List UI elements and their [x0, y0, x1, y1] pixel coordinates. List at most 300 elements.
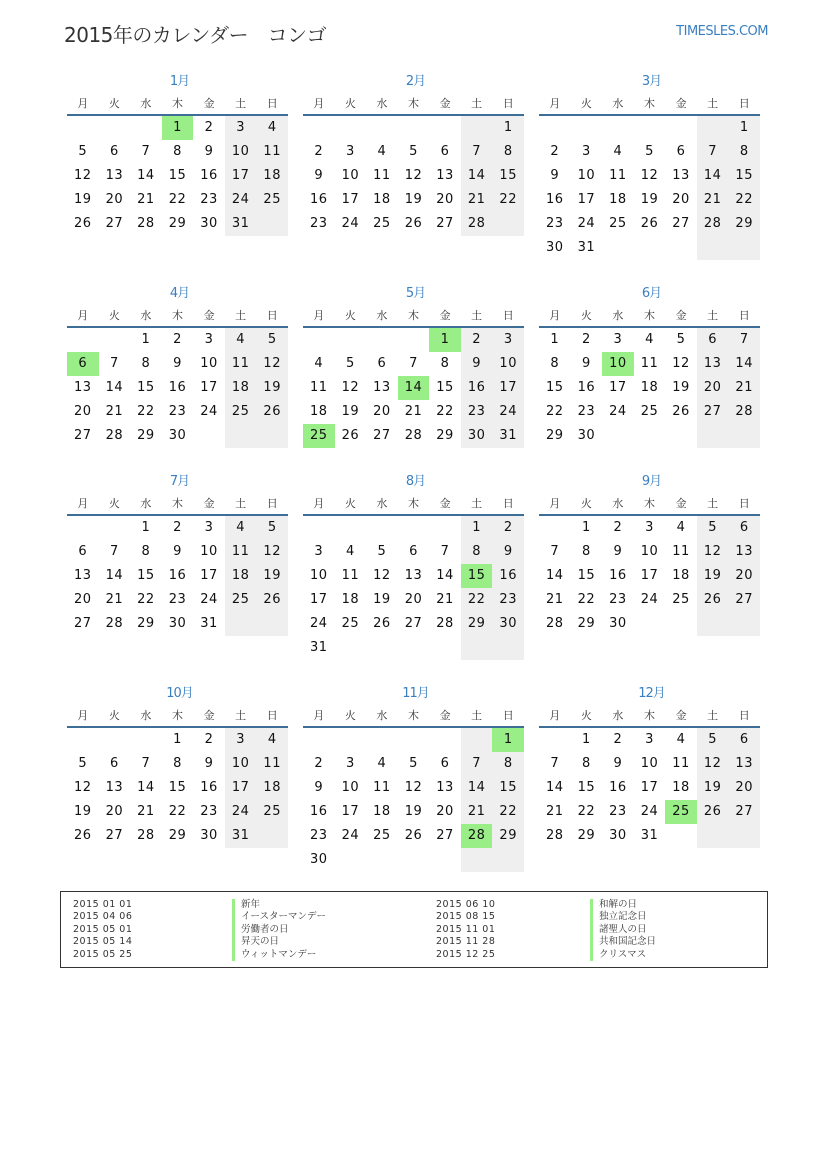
legend-date: 2015 11 01 — [436, 923, 496, 935]
day-cell: 28 — [436, 616, 454, 631]
day-cell: 21 — [461, 800, 493, 824]
day-cell: 10 — [341, 168, 360, 183]
day-cell: 3 — [645, 732, 654, 747]
day-cell: 3 — [645, 520, 654, 535]
page-title: 2015年のカレンダー コンゴ — [64, 23, 327, 47]
day-cell: 20 — [728, 776, 760, 800]
legend-holiday-name: 昇天の日 — [232, 936, 326, 948]
day-cell: 19 — [404, 804, 423, 819]
weekday-header — [539, 304, 760, 328]
day-grid — [539, 328, 760, 448]
day-cell: 21 — [137, 804, 155, 819]
day-cell: 30 — [310, 852, 328, 867]
day-cell: 10 — [492, 352, 524, 376]
day-cell: 14 — [137, 780, 155, 795]
day-cell: 28 — [461, 212, 493, 236]
day-cell: 2 — [581, 332, 591, 347]
weekday-label: 土 — [235, 497, 247, 510]
day-cell: 2 — [550, 144, 560, 159]
weekday-label: 木 — [407, 709, 419, 722]
day-cell: 19 — [74, 804, 92, 819]
day-cell: 6 — [377, 356, 387, 371]
day-cell: 5 — [256, 328, 288, 352]
day-cell: 17 — [200, 380, 218, 395]
empty-cell — [398, 328, 430, 352]
day-cell: 24 — [577, 216, 596, 231]
day-cell: 18 — [373, 804, 391, 819]
day-cell: 4 — [377, 144, 387, 159]
day-cell: 11 — [672, 756, 690, 771]
holiday-day-cell: 1 — [429, 328, 461, 352]
day-cell: 18 — [310, 404, 328, 419]
weekday-label: 水 — [140, 309, 152, 322]
month-name: 9月 — [641, 474, 662, 489]
day-cell: 7 — [109, 544, 119, 559]
empty-cell — [225, 612, 257, 636]
day-cell: 25 — [672, 592, 690, 607]
day-cell: 9 — [173, 356, 182, 371]
day-cell: 4 — [256, 728, 288, 752]
day-cell: 13 — [436, 168, 454, 183]
holiday-day-cell: 1 — [492, 728, 524, 752]
day-cell: 10 — [341, 780, 360, 795]
weekday-label: 金 — [439, 97, 451, 110]
empty-cell — [67, 516, 99, 540]
day-cell: 1 — [141, 332, 151, 347]
day-cell: 18 — [373, 192, 391, 207]
day-cell: 14 — [546, 568, 564, 583]
day-cell: 3 — [225, 116, 257, 140]
day-cell: 16 — [168, 568, 187, 583]
empty-cell — [366, 328, 398, 352]
day-cell: 22 — [436, 404, 454, 419]
day-cell: 7 — [109, 356, 119, 371]
day-cell: 17 — [200, 568, 218, 583]
empty-cell — [728, 424, 760, 448]
weekday-label: 木 — [643, 709, 655, 722]
month-name: 1月 — [169, 74, 190, 89]
day-cell: 5 — [345, 356, 355, 371]
holiday-day-cell: 10 — [602, 352, 634, 376]
day-cell: 25 — [373, 828, 391, 843]
day-cell: 3 — [204, 332, 214, 347]
day-cell: 11 — [373, 168, 391, 183]
day-cell: 27 — [728, 588, 760, 612]
weekday-label: 土 — [707, 497, 719, 510]
holiday-day-cell: 1 — [162, 116, 194, 140]
day-cell: 28 — [697, 212, 729, 236]
day-cell: 6 — [109, 144, 119, 159]
empty-cell — [67, 728, 99, 752]
weekday-label: 日 — [502, 709, 514, 722]
day-cell: 19 — [697, 564, 729, 588]
day-cell: 24 — [640, 592, 659, 607]
day-cell: 9 — [314, 168, 324, 183]
weekday-header — [303, 304, 524, 328]
day-cell: 16 — [200, 168, 218, 183]
legend-date: 2015 06 10 — [436, 899, 496, 910]
empty-cell — [335, 848, 367, 872]
month-name: 2月 — [405, 74, 426, 89]
day-cell: 19 — [672, 380, 690, 395]
month-name: 10月 — [166, 686, 193, 701]
holiday-day-cell: 6 — [67, 352, 99, 376]
day-cell: 24 — [200, 404, 218, 419]
weekday-label: 土 — [707, 709, 719, 722]
day-cell: 22 — [168, 804, 187, 819]
day-cell: 19 — [74, 192, 92, 207]
empty-cell — [398, 116, 430, 140]
weekday-label: 日 — [502, 309, 514, 322]
weekday-label: 火 — [108, 709, 120, 722]
day-cell: 6 — [676, 144, 686, 159]
day-cell: 24 — [341, 828, 360, 843]
weekday-label: 水 — [376, 497, 388, 510]
day-cell: 8 — [581, 544, 591, 559]
day-cell: 29 — [436, 428, 454, 443]
weekday-label: 木 — [643, 497, 655, 510]
weekday-label: 土 — [471, 497, 483, 510]
weekday-label: 金 — [439, 309, 451, 322]
day-cell: 23 — [546, 216, 564, 231]
weekday-header — [539, 92, 760, 116]
day-cell: 19 — [256, 376, 288, 400]
empty-cell — [665, 824, 697, 848]
day-cell: 30 — [200, 216, 218, 231]
empty-cell — [492, 636, 524, 660]
day-cell: 4 — [676, 520, 686, 535]
legend-names-left — [232, 899, 326, 961]
day-grid — [303, 116, 524, 236]
day-cell: 23 — [310, 216, 328, 231]
day-cell: 29 — [137, 428, 155, 443]
day-cell: 26 — [404, 828, 423, 843]
day-cell: 11 — [373, 780, 391, 795]
day-cell: 26 — [74, 216, 92, 231]
weekday-label: 水 — [140, 709, 152, 722]
day-cell: 15 — [546, 380, 564, 395]
day-cell: 23 — [168, 592, 187, 607]
day-cell: 1 — [581, 732, 591, 747]
day-cell: 12 — [256, 540, 288, 564]
weekday-label: 月 — [313, 97, 325, 110]
day-cell: 12 — [74, 168, 92, 183]
day-cell: 7 — [141, 144, 151, 159]
empty-cell — [256, 824, 288, 848]
legend-date: 2015 11 28 — [436, 936, 496, 948]
day-cell: 18 — [225, 564, 257, 588]
holiday-day-cell: 28 — [461, 824, 493, 848]
weekday-label: 土 — [707, 309, 719, 322]
day-cell: 14 — [546, 780, 564, 795]
day-cell: 31 — [310, 640, 328, 655]
day-cell: 13 — [74, 380, 92, 395]
holiday-legend — [60, 891, 768, 968]
day-cell: 14 — [137, 168, 155, 183]
day-cell: 16 — [609, 780, 627, 795]
day-cell: 25 — [341, 616, 360, 631]
day-cell: 31 — [200, 616, 218, 631]
day-grid — [67, 516, 288, 636]
day-cell: 21 — [697, 188, 729, 212]
day-cell: 8 — [492, 752, 524, 776]
empty-cell — [634, 612, 666, 636]
day-cell: 6 — [697, 328, 729, 352]
day-cell: 25 — [609, 216, 627, 231]
weekday-header — [67, 304, 288, 328]
weekday-header — [539, 704, 760, 728]
holiday-day-cell: 14 — [398, 376, 430, 400]
month-block — [303, 284, 524, 448]
month-block — [303, 684, 524, 872]
day-cell: 31 — [640, 828, 659, 843]
weekday-header — [303, 704, 524, 728]
day-cell: 19 — [404, 192, 423, 207]
day-cell: 7 — [697, 140, 729, 164]
day-cell: 4 — [225, 328, 257, 352]
day-cell: 16 — [492, 564, 524, 588]
day-cell: 20 — [404, 592, 423, 607]
empty-cell — [665, 612, 697, 636]
day-cell: 11 — [310, 380, 328, 395]
day-cell: 1 — [461, 516, 493, 540]
day-cell: 5 — [409, 144, 418, 159]
legend-holiday-name: イースターマンデー — [232, 911, 326, 923]
day-cell: 25 — [256, 188, 288, 212]
day-cell: 29 — [461, 612, 493, 636]
day-cell: 3 — [492, 328, 524, 352]
weekday-label: 火 — [108, 497, 120, 510]
day-cell: 20 — [373, 404, 391, 419]
day-cell: 15 — [492, 164, 524, 188]
empty-cell — [665, 424, 697, 448]
day-grid — [303, 728, 524, 872]
weekday-label: 月 — [549, 309, 561, 322]
day-cell: 24 — [492, 400, 524, 424]
day-cell: 12 — [74, 780, 92, 795]
weekday-label: 月 — [313, 709, 325, 722]
day-cell: 9 — [461, 352, 493, 376]
legend-date: 2015 08 15 — [436, 911, 496, 923]
day-cell: 27 — [697, 400, 729, 424]
empty-cell — [335, 636, 367, 660]
day-grid — [67, 116, 288, 236]
day-cell: 10 — [200, 356, 218, 371]
day-cell: 24 — [310, 616, 328, 631]
day-cell: 25 — [373, 216, 391, 231]
weekday-label: 木 — [407, 97, 419, 110]
day-cell: 20 — [436, 804, 454, 819]
day-cell: 28 — [404, 428, 423, 443]
weekday-label: 日 — [738, 97, 750, 110]
day-cell: 14 — [461, 164, 493, 188]
day-cell: 10 — [577, 168, 596, 183]
weekday-label: 水 — [612, 309, 624, 322]
day-cell: 10 — [640, 544, 659, 559]
day-cell: 16 — [546, 192, 564, 207]
day-cell: 14 — [105, 380, 124, 395]
legend-date: 2015 12 25 — [436, 948, 496, 960]
weekday-label: 水 — [376, 709, 388, 722]
day-cell: 9 — [492, 540, 524, 564]
legend-names-right — [590, 899, 656, 961]
empty-cell — [366, 728, 398, 752]
weekday-label: 金 — [675, 309, 687, 322]
weekday-label: 火 — [108, 309, 120, 322]
day-cell: 20 — [697, 376, 729, 400]
day-cell: 20 — [105, 804, 124, 819]
day-cell: 28 — [137, 828, 155, 843]
weekday-label: 月 — [549, 709, 561, 722]
day-cell: 28 — [546, 828, 564, 843]
day-cell: 19 — [640, 192, 659, 207]
weekday-label: 月 — [77, 97, 89, 110]
empty-cell — [225, 424, 257, 448]
month-name: 5月 — [405, 286, 426, 301]
day-cell: 2 — [314, 756, 324, 771]
day-cell: 17 — [609, 380, 627, 395]
day-cell: 23 — [577, 404, 596, 419]
day-cell: 20 — [105, 192, 124, 207]
day-cell: 17 — [577, 192, 596, 207]
weekday-label: 日 — [738, 709, 750, 722]
day-cell: 13 — [74, 568, 92, 583]
day-cell: 23 — [492, 588, 524, 612]
day-cell: 6 — [109, 756, 119, 771]
weekday-label: 土 — [471, 709, 483, 722]
month-block — [539, 684, 760, 848]
day-cell: 24 — [640, 804, 659, 819]
empty-cell — [256, 612, 288, 636]
day-cell: 11 — [672, 544, 690, 559]
site-logo[interactable]: TIMESLES.COM — [676, 24, 768, 39]
day-cell: 10 — [310, 568, 328, 583]
empty-cell — [539, 116, 571, 140]
weekday-label: 日 — [266, 309, 278, 322]
day-cell: 16 — [168, 380, 187, 395]
weekday-header — [67, 704, 288, 728]
day-cell: 26 — [74, 828, 92, 843]
empty-cell — [99, 516, 131, 540]
empty-cell — [398, 516, 430, 540]
day-cell: 23 — [200, 804, 218, 819]
empty-cell — [492, 848, 524, 872]
empty-cell — [130, 728, 162, 752]
day-cell: 30 — [609, 828, 627, 843]
day-cell: 8 — [492, 140, 524, 164]
day-cell: 11 — [640, 356, 659, 371]
day-cell: 3 — [581, 144, 591, 159]
empty-cell — [728, 236, 760, 260]
day-cell: 25 — [640, 404, 659, 419]
weekday-label: 金 — [675, 709, 687, 722]
month-block — [303, 472, 524, 660]
day-cell: 15 — [436, 380, 454, 395]
day-cell: 7 — [728, 328, 760, 352]
day-cell: 21 — [461, 188, 493, 212]
day-cell: 23 — [168, 404, 187, 419]
day-grid — [539, 116, 760, 260]
day-cell: 26 — [341, 428, 360, 443]
empty-cell — [429, 636, 461, 660]
day-cell: 3 — [613, 332, 623, 347]
day-cell: 1 — [173, 732, 182, 747]
day-cell: 28 — [546, 616, 564, 631]
empty-cell — [67, 116, 99, 140]
empty-cell — [697, 236, 729, 260]
empty-cell — [634, 116, 666, 140]
day-cell: 15 — [137, 380, 155, 395]
day-cell: 18 — [609, 192, 627, 207]
day-cell: 30 — [461, 424, 493, 448]
legend-date: 2015 01 01 — [73, 899, 133, 910]
day-cell: 27 — [74, 616, 92, 631]
weekday-label: 月 — [77, 309, 89, 322]
empty-cell — [303, 728, 335, 752]
weekday-header — [303, 92, 524, 116]
day-cell: 22 — [492, 800, 524, 824]
day-cell: 29 — [728, 212, 760, 236]
day-cell: 23 — [609, 592, 627, 607]
day-cell: 20 — [728, 564, 760, 588]
day-cell: 1 — [581, 520, 591, 535]
weekday-label: 土 — [235, 309, 247, 322]
weekday-label: 火 — [580, 497, 592, 510]
day-grid — [67, 728, 288, 848]
day-cell: 15 — [168, 780, 187, 795]
weekday-label: 日 — [738, 309, 750, 322]
weekday-label: 火 — [344, 309, 356, 322]
empty-cell — [335, 116, 367, 140]
day-cell: 13 — [436, 780, 454, 795]
empty-cell — [571, 116, 603, 140]
day-cell: 18 — [256, 164, 288, 188]
day-cell: 17 — [341, 192, 360, 207]
empty-cell — [461, 116, 493, 140]
legend-dates-left — [73, 899, 132, 961]
day-cell: 13 — [672, 168, 690, 183]
weekday-label: 水 — [612, 97, 624, 110]
day-cell: 5 — [676, 332, 686, 347]
day-cell: 22 — [728, 188, 760, 212]
day-cell: 16 — [310, 804, 328, 819]
day-cell: 12 — [341, 380, 360, 395]
day-cell: 14 — [697, 164, 729, 188]
weekday-label: 水 — [376, 309, 388, 322]
day-cell: 13 — [404, 568, 423, 583]
empty-cell — [303, 328, 335, 352]
day-cell: 21 — [404, 404, 423, 419]
month-name: 11月 — [402, 686, 429, 701]
empty-cell — [461, 728, 493, 752]
day-cell: 2 — [173, 520, 182, 535]
day-cell: 3 — [314, 544, 324, 559]
day-cell: 4 — [314, 356, 324, 371]
weekday-label: 金 — [203, 497, 215, 510]
day-cell: 21 — [546, 592, 564, 607]
empty-cell — [539, 516, 571, 540]
day-cell: 7 — [550, 544, 560, 559]
weekday-label: 日 — [502, 497, 514, 510]
legend-holiday-name: 和解の日 — [590, 899, 656, 911]
legend-holiday-name: 諸聖人の日 — [590, 924, 656, 936]
day-cell: 1 — [728, 116, 760, 140]
empty-cell — [602, 116, 634, 140]
day-cell: 18 — [225, 376, 257, 400]
day-cell: 4 — [645, 332, 654, 347]
empty-cell — [697, 824, 729, 848]
day-cell: 15 — [577, 568, 596, 583]
